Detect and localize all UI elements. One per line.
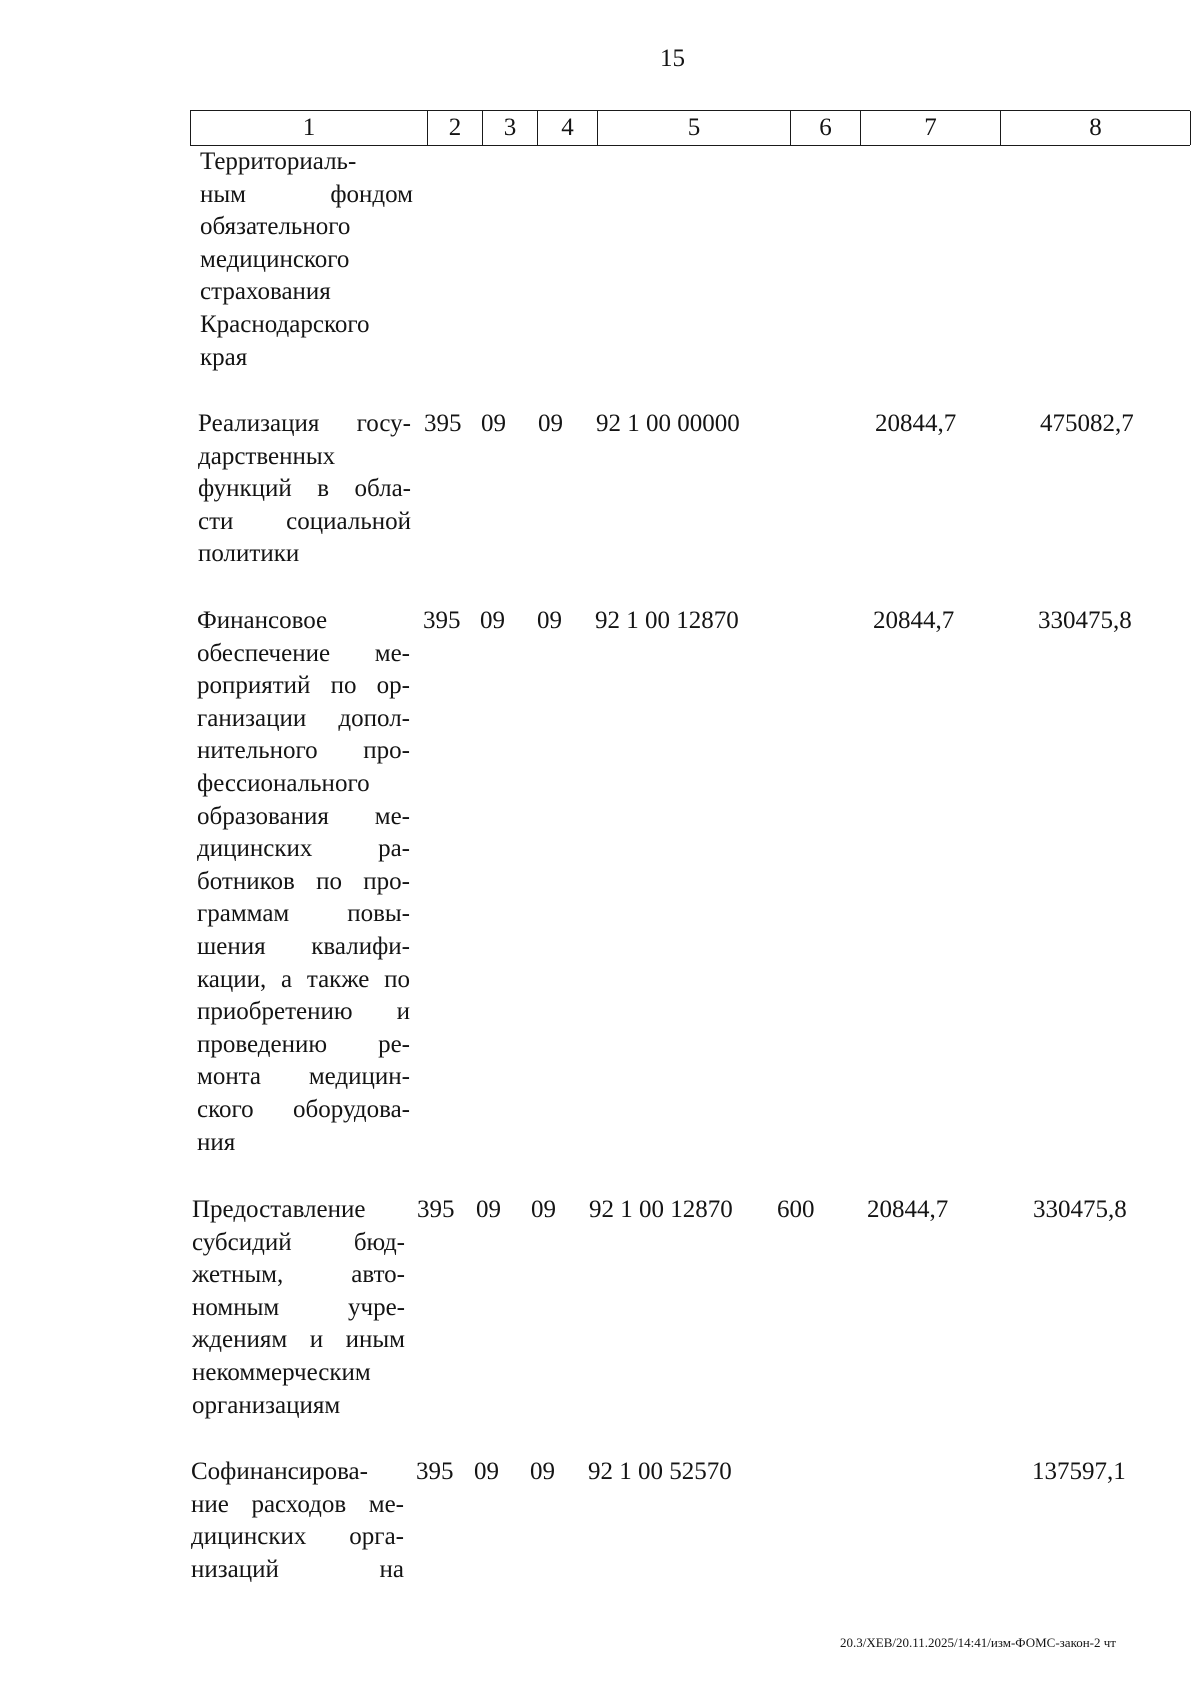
column-number: 6 bbox=[791, 111, 861, 145]
description-line: Софинансирова- bbox=[191, 1458, 368, 1485]
description-line: шения квалифи- bbox=[197, 932, 410, 960]
cell-column-5: 92 1 00 12870 bbox=[589, 1196, 733, 1223]
cell-column-2: 395 bbox=[424, 410, 462, 437]
description-line: Краснодарского bbox=[200, 310, 370, 338]
description-line: номным учре- bbox=[192, 1293, 405, 1321]
description-line: некоммерческим bbox=[192, 1358, 371, 1386]
column-number: 2 bbox=[428, 111, 483, 145]
page-number: 15 bbox=[660, 45, 685, 72]
description-line: страхования bbox=[200, 278, 331, 306]
row-description bbox=[192, 1194, 405, 1422]
column-number-header bbox=[190, 110, 1190, 146]
row-description bbox=[197, 605, 410, 1159]
description-line: организациям bbox=[192, 1391, 341, 1419]
description-line: образования ме- bbox=[197, 802, 410, 830]
row-description bbox=[198, 408, 411, 571]
description-line: кации, а также по bbox=[197, 965, 410, 993]
column-number: 7 bbox=[861, 111, 1001, 145]
cell-column-8: 330475,8 bbox=[1038, 607, 1132, 634]
cell-column-6: 600 bbox=[777, 1196, 815, 1223]
column-number: 5 bbox=[598, 111, 791, 145]
cell-column-8: 330475,8 bbox=[1033, 1196, 1127, 1223]
description-line: граммам повы- bbox=[197, 900, 410, 928]
cell-column-3: 09 bbox=[476, 1196, 501, 1223]
description-line: Территориаль- bbox=[200, 148, 357, 175]
description-line: дицинских ра- bbox=[197, 835, 410, 863]
cell-column-4: 09 bbox=[530, 1458, 555, 1485]
description-line: субсидий бюд- bbox=[192, 1228, 405, 1256]
description-line: края bbox=[200, 343, 248, 371]
cell-column-7: 20844,7 bbox=[867, 1196, 949, 1223]
description-line: ным фондом bbox=[200, 180, 413, 208]
description-line: дицинских орга- bbox=[191, 1523, 404, 1551]
cell-column-7: 20844,7 bbox=[873, 607, 955, 634]
description-line: приобретению и bbox=[197, 998, 410, 1026]
column-number: 4 bbox=[538, 111, 598, 145]
cell-column-2: 395 bbox=[417, 1196, 455, 1223]
cell-column-4: 09 bbox=[538, 410, 563, 437]
cell-column-4: 09 bbox=[537, 607, 562, 634]
cell-column-8: 475082,7 bbox=[1040, 410, 1134, 437]
cell-column-3: 09 bbox=[474, 1458, 499, 1485]
cell-column-5: 92 1 00 12870 bbox=[595, 607, 739, 634]
column-number: 8 bbox=[1001, 111, 1191, 145]
description-line: обеспечение ме- bbox=[197, 639, 410, 667]
description-line: фессионального bbox=[197, 769, 370, 797]
row-description bbox=[191, 1456, 404, 1586]
cell-column-7: 20844,7 bbox=[875, 410, 957, 437]
description-line: ского оборудова- bbox=[197, 1095, 410, 1123]
cell-column-8: 137597,1 bbox=[1032, 1458, 1126, 1485]
description-line: жетным, авто- bbox=[192, 1261, 405, 1289]
description-line: Реализация госу- bbox=[198, 410, 411, 437]
description-line: сти социальной bbox=[198, 507, 411, 535]
description-line: дарственных bbox=[198, 442, 336, 470]
description-line: ние расходов ме- bbox=[191, 1490, 404, 1518]
description-line: обязательного bbox=[200, 213, 351, 241]
cell-column-4: 09 bbox=[531, 1196, 556, 1223]
description-line: Финансовое bbox=[197, 607, 328, 634]
description-line: функций в обла- bbox=[198, 475, 411, 503]
description-line: ждениям и иным bbox=[192, 1326, 405, 1354]
cell-column-3: 09 bbox=[481, 410, 506, 437]
description-line: монта медицин- bbox=[197, 1063, 410, 1091]
description-line: ботников по про- bbox=[197, 867, 410, 895]
description-line: ния bbox=[197, 1128, 236, 1156]
description-line: проведению ре- bbox=[197, 1030, 410, 1058]
cell-column-5: 92 1 00 52570 bbox=[588, 1458, 732, 1485]
description-line: нительного про- bbox=[197, 737, 410, 765]
column-number: 3 bbox=[483, 111, 538, 145]
row-description bbox=[200, 146, 413, 374]
description-line: ганизации допол- bbox=[197, 704, 410, 732]
cell-column-5: 92 1 00 00000 bbox=[596, 410, 740, 437]
description-line: медицинского bbox=[200, 245, 350, 273]
cell-column-3: 09 bbox=[480, 607, 505, 634]
document-footer-code: 20.3/ХЕВ/20.11.2025/14:41/изм-ФОМС-закон-2 чт bbox=[840, 1635, 1116, 1650]
cell-column-2: 395 bbox=[423, 607, 461, 634]
description-line: политики bbox=[198, 540, 300, 568]
description-line: низаций на bbox=[191, 1555, 404, 1583]
cell-column-2: 395 bbox=[416, 1458, 454, 1485]
description-line: роприятий по ор- bbox=[197, 672, 410, 700]
column-number: 1 bbox=[191, 111, 428, 145]
description-line: Предоставление bbox=[192, 1196, 366, 1223]
